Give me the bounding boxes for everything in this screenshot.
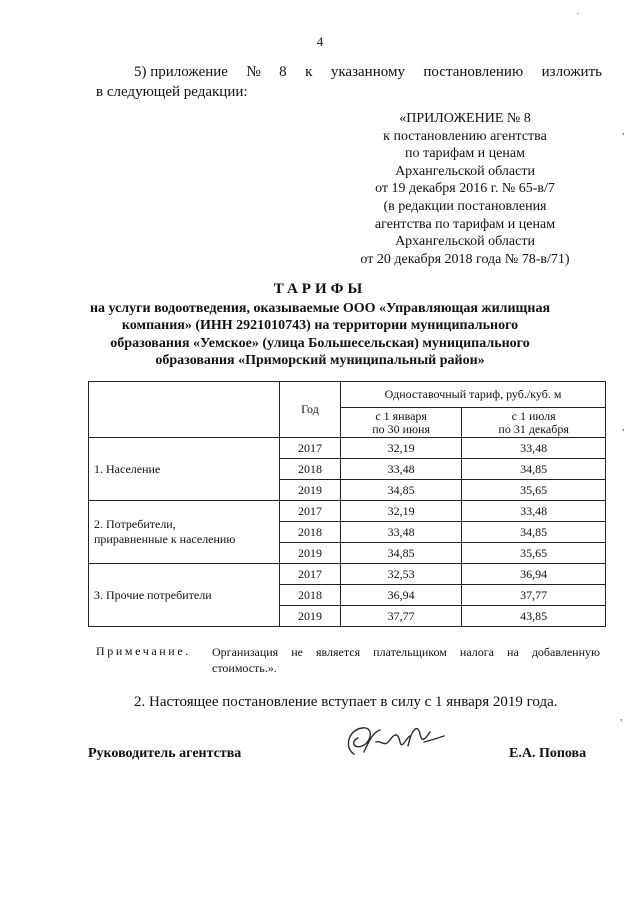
annex-line: агентства по тарифам и ценам xyxy=(374,216,556,232)
category-line: 1. Население xyxy=(94,461,161,476)
subtitle-line: образования «Приморский муниципальный район» xyxy=(155,353,485,369)
note-text: Организация не является плательщиком налога на добавленную стоимость.». xyxy=(212,645,600,675)
period-2-line: по 31 декабря xyxy=(498,421,569,436)
annex-line: от 20 декабря 2018 года № 78-в/71) xyxy=(360,251,570,267)
annex-header xyxy=(335,110,595,268)
period-2-line: с 1 июля xyxy=(511,408,556,423)
subtitle-line: компания» (ИНН 2921010743) на территории муниципального xyxy=(121,318,519,334)
document-title: ТАРИФЫ xyxy=(273,281,367,297)
header-category xyxy=(89,382,280,438)
subtitle-line: на услуги водоотведения, оказываемые ООО «Управляющая жилищная xyxy=(89,301,551,316)
value-cell: 36,94 xyxy=(462,564,606,585)
value-cell: 35,65 xyxy=(462,480,606,501)
signature-scribble xyxy=(340,718,450,768)
annex-line: к постановлению агентства xyxy=(383,128,547,144)
handwritten-signature xyxy=(340,718,450,773)
table-row xyxy=(89,438,606,459)
category-line: приравненные к населению xyxy=(94,532,236,546)
category-cell xyxy=(89,438,280,501)
table-header-row xyxy=(89,382,606,408)
header-period-2 xyxy=(462,408,606,438)
year-cell: 2019 xyxy=(280,480,341,501)
value-cell: 35,65 xyxy=(462,543,606,564)
value-cell: 33,48 xyxy=(462,501,606,522)
year-cell: 2018 xyxy=(280,585,341,606)
value-cell: 34,85 xyxy=(341,543,462,564)
header-year: Год xyxy=(280,382,341,438)
header-tariff: Одноставочный тариф, руб./куб. м xyxy=(341,382,606,408)
category-cell xyxy=(89,564,280,627)
intro-word: указанному xyxy=(330,64,405,80)
tariff-table xyxy=(88,381,606,627)
document-subtitle xyxy=(80,300,560,370)
intro-word: к xyxy=(305,64,313,80)
year-cell: 2018 xyxy=(280,459,341,480)
table-row xyxy=(89,564,606,585)
subtitle-line: образования «Уемское» (улица Большесельская) муниципального xyxy=(110,335,530,351)
header-period-1 xyxy=(341,408,462,438)
period-1-line: по 30 июня xyxy=(372,421,430,436)
value-cell: 36,94 xyxy=(341,585,462,606)
year-cell: 2019 xyxy=(280,606,341,627)
signatory-name: Е.А. Попова xyxy=(509,746,587,761)
intro-word: постановлению xyxy=(423,64,524,80)
table-row xyxy=(89,501,606,522)
value-cell: 34,85 xyxy=(462,522,606,543)
value-cell: 34,85 xyxy=(462,459,606,480)
intro-line-1 xyxy=(96,62,602,82)
scan-mark: , xyxy=(622,126,625,137)
note-label: Примечание. xyxy=(96,644,191,658)
annex-line: Архангельской области xyxy=(395,234,535,250)
intro-word: № xyxy=(246,64,261,80)
annex-line: по тарифам и ценам xyxy=(405,146,525,162)
intro-paragraph xyxy=(96,62,602,102)
year-cell: 2017 xyxy=(280,438,341,459)
value-cell: 32,53 xyxy=(341,564,462,585)
annex-line: от 19 декабря 2016 г. № 65-в/7 xyxy=(375,181,555,197)
value-cell: 33,48 xyxy=(462,438,606,459)
final-paragraph: 2. Настоящее постановление вступает в силу с 1 января 2019 года. xyxy=(134,694,558,710)
annex-line: (в редакции постановления xyxy=(383,198,547,214)
intro-word: изложить xyxy=(541,64,602,80)
annex-line: Архангельской области xyxy=(395,163,535,179)
value-cell: 32,19 xyxy=(341,501,462,522)
value-cell: 33,48 xyxy=(341,522,462,543)
value-cell: 43,85 xyxy=(462,606,606,627)
page-number: 4 xyxy=(316,34,324,49)
value-cell: 32,19 xyxy=(341,438,462,459)
intro-word: 8 xyxy=(279,64,287,80)
year-cell: 2017 xyxy=(280,501,341,522)
year-cell: 2017 xyxy=(280,564,341,585)
intro-word: 5) приложение xyxy=(134,64,228,80)
category-line: 3. Прочие потребители xyxy=(94,587,212,602)
year-cell: 2018 xyxy=(280,522,341,543)
category-cell xyxy=(89,501,280,564)
annex-line: «ПРИЛОЖЕНИЕ № 8 xyxy=(399,111,531,126)
year-cell: 2019 xyxy=(280,543,341,564)
scan-mark: , xyxy=(622,422,625,433)
scan-mark: , xyxy=(620,712,623,723)
scan-mark: ˙ xyxy=(576,12,580,23)
intro-line-2: в следующей редакции: xyxy=(96,84,248,100)
signatory-title: Руководитель агентства xyxy=(88,746,242,761)
category-line: 2. Потребители, xyxy=(94,517,176,531)
value-cell: 34,85 xyxy=(341,480,462,501)
period-1-line: с 1 января xyxy=(375,408,427,423)
value-cell: 37,77 xyxy=(462,585,606,606)
value-cell: 33,48 xyxy=(341,459,462,480)
value-cell: 37,77 xyxy=(341,606,462,627)
